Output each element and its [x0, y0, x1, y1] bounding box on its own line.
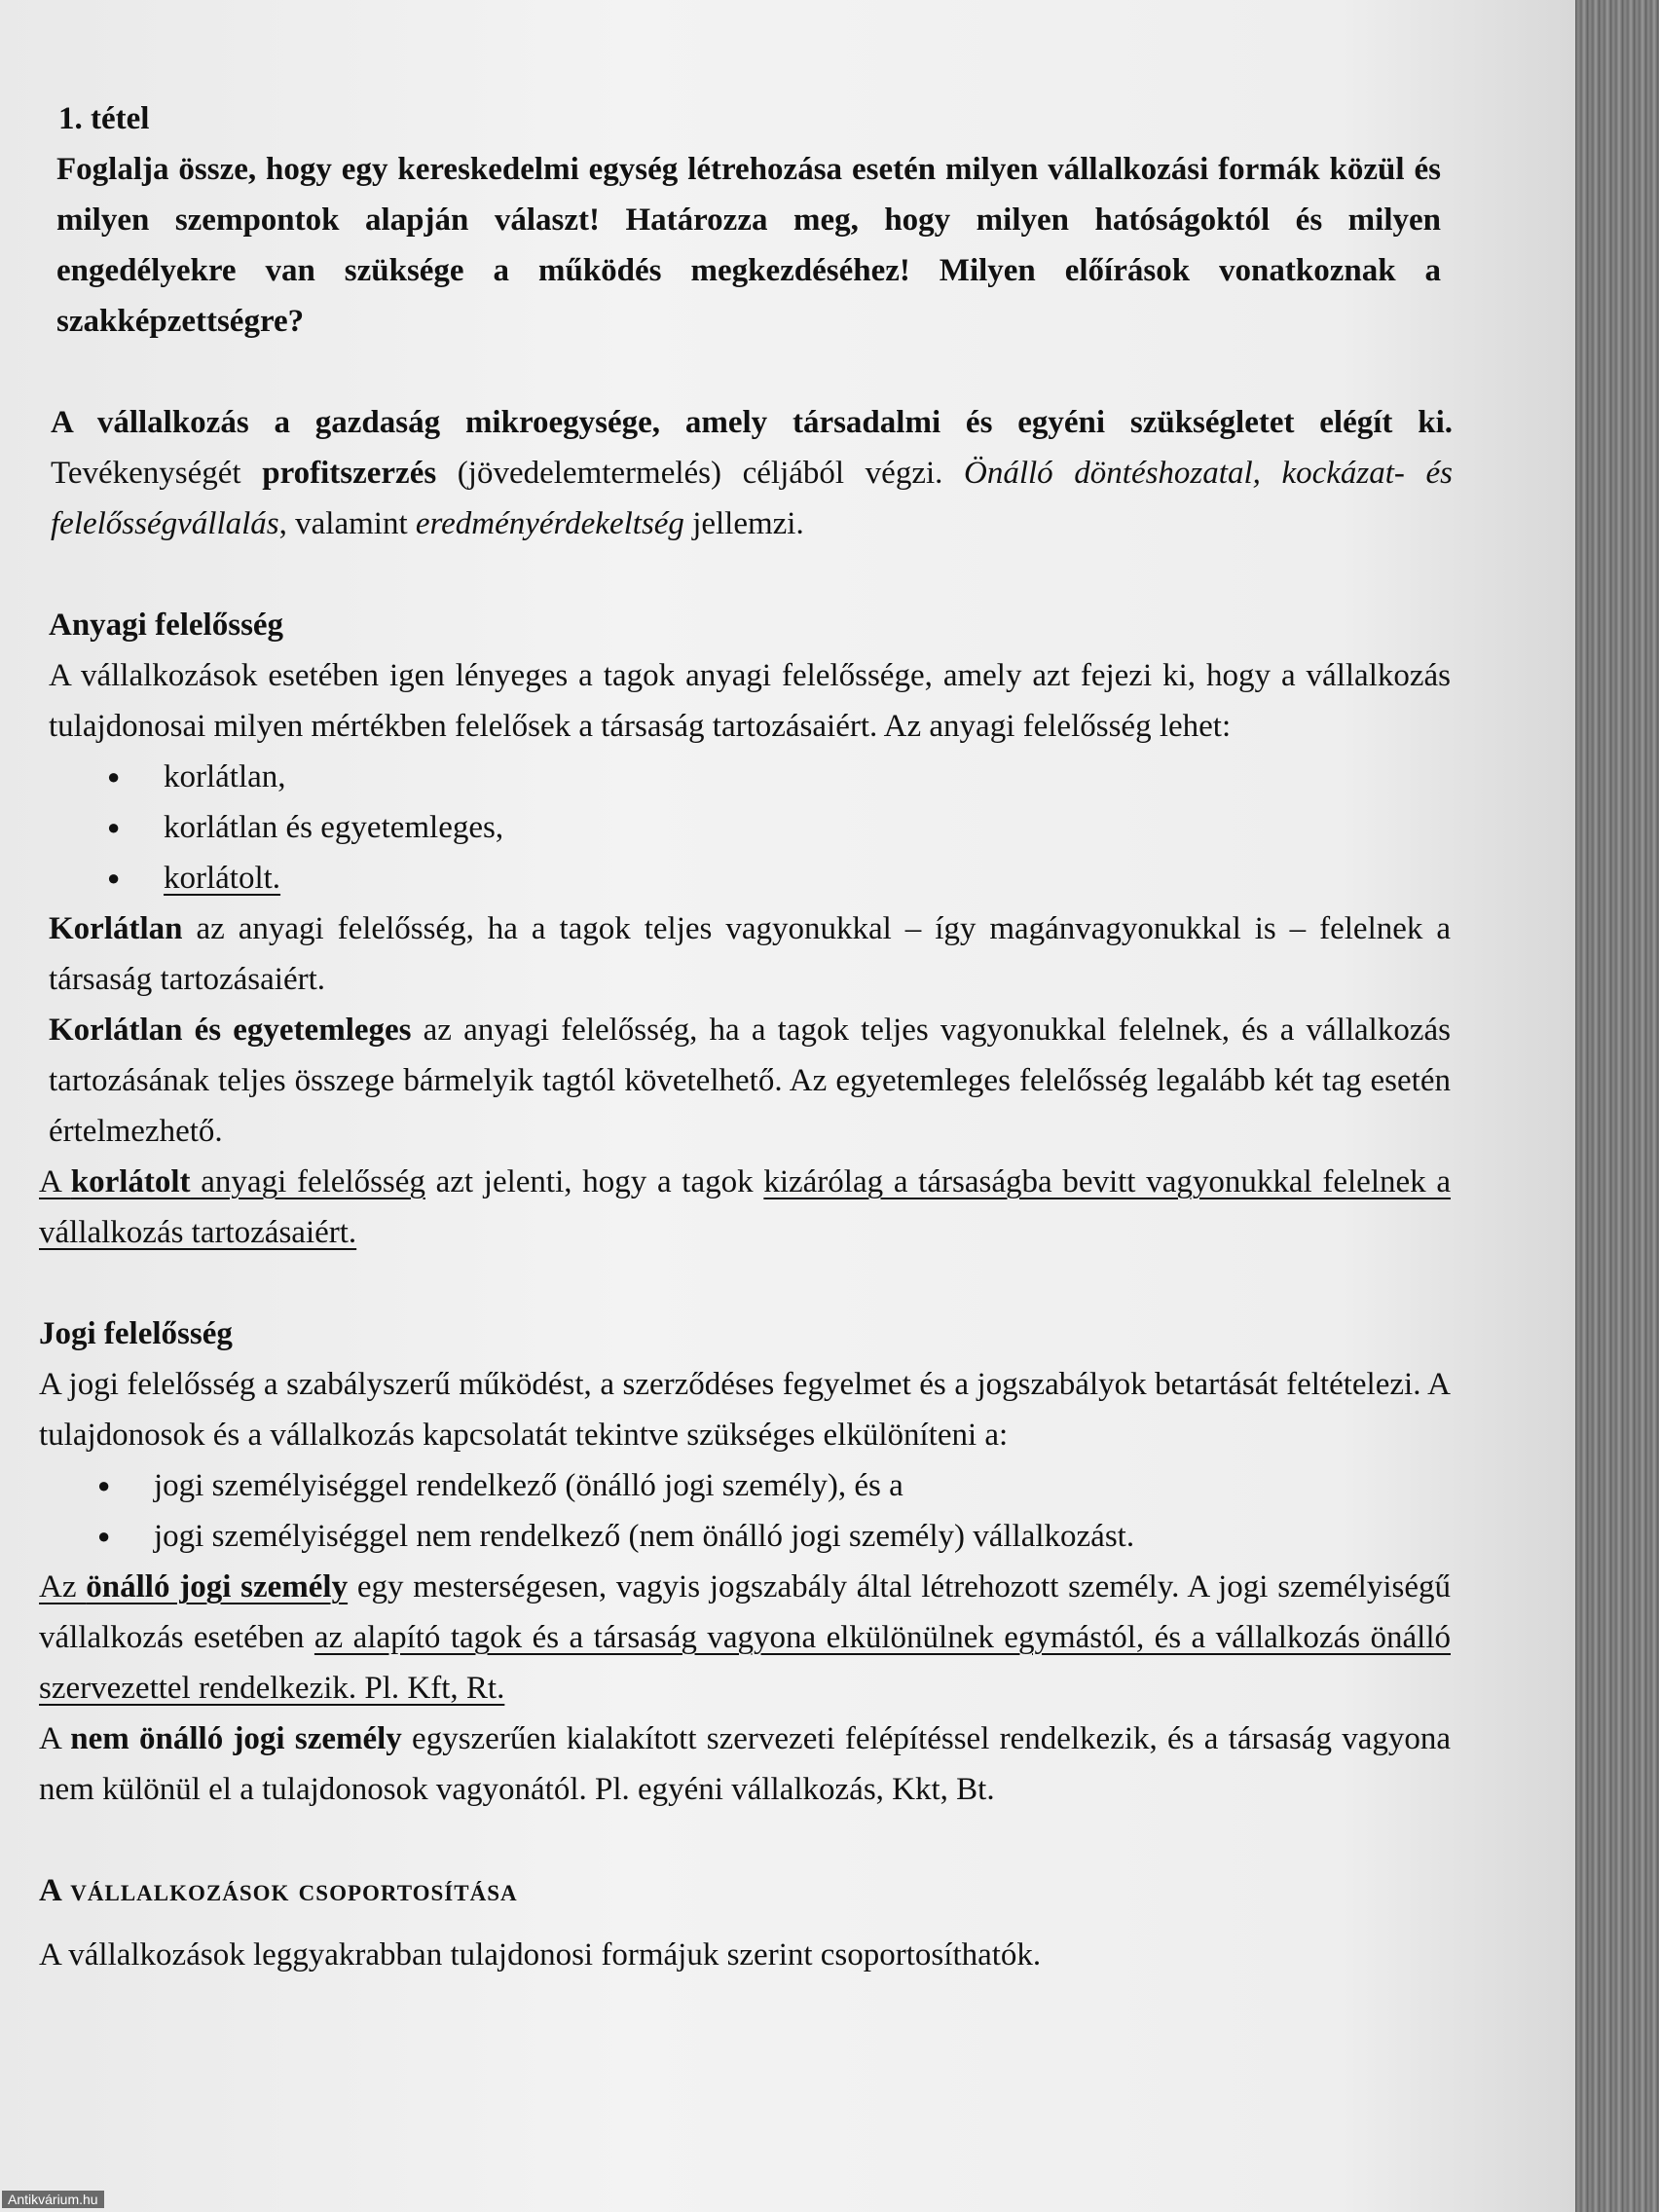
intro-bold: A vállalkozás a gazdaság mikroegysége, amely társadalmi és egyéni szükségletet elégít ki. [51, 405, 1453, 440]
anyagi-korlatolt [39, 1157, 1451, 1258]
korlatlan-text: az anyagi felelősség, ha a tagok teljes vagyonukkal – így magánvagyonukkal is – felelnek a társaság tartozásaiért. [49, 911, 1451, 997]
csoportositas-text: A vállalkozások leggyakrabban tulajdonosi formájuk szerint csoportosíthatók. [39, 1937, 1042, 1972]
anyagi-egyetemleges [49, 1005, 1451, 1157]
list-item: ● jogi személyiséggel rendelkező (önálló jogi személy), és a [39, 1460, 1451, 1511]
nem-onallo-a: A [39, 1721, 71, 1756]
egyetemleges-term: Korlátlan és egyetemleges [49, 1013, 412, 1048]
onallo-c: az alapító tagok és a társaság vagyona elkülönülnek egymástól, és a vállalkozás önálló szervezettel rendelkezik. Pl. Kft, Rt. [39, 1620, 1451, 1706]
egyetemleges-text: az anyagi felelősség, ha a tagok teljes vagyonukkal felelnek, és a vállalkozás tartozásának teljes összege bármelyik tagtól követelhető. Az egyetemleges felelősség legalább két tag esetén értelmezhető. [49, 1013, 1451, 1149]
korlatolt-term: korlátolt [70, 1164, 191, 1199]
intro-paragraph [51, 397, 1453, 549]
list-item: ● jogi személyiséggel nem rendelkező (nem önálló jogi személy) vállalkozást. [39, 1511, 1451, 1562]
intro-bold-2: profitszerzés [262, 456, 437, 491]
anyagi-bullet-list [49, 752, 1451, 903]
jogi-nem-onallo [39, 1714, 1451, 1815]
list-item: ● korlátlan és egyetemleges, [49, 802, 1451, 853]
onallo-term: önálló jogi személy [86, 1569, 349, 1604]
jogi-onallo [39, 1562, 1451, 1714]
nem-onallo-b: egyszerűen kialakított szervezeti felépítéssel rendelkezik, és a társaság vagyona nem különül el a tulajdonosok vagyonától. Pl. egyéni vállalkozás, Kkt, Bt. [39, 1721, 1451, 1807]
korlatolt-c: azt jelenti, hogy a tagok [424, 1164, 764, 1199]
intro-text-3: , valamint [278, 506, 416, 541]
heading-jogi: Jogi felelősség [39, 1316, 233, 1351]
section-anyagi [39, 600, 1451, 1258]
list-item: ● korlátlan, [49, 752, 1451, 802]
watermark-label: Antikvárium.hu [2, 2191, 104, 2208]
heading-anyagi: Anyagi felelősség [49, 608, 284, 643]
jogi-bullet-list [39, 1460, 1451, 1562]
intro-text-2: (jövedelemtermelés) céljából végzi. [436, 456, 964, 491]
intro-text-4: jellemzi. [683, 506, 804, 541]
intro-italic-1: Önálló döntéshozatal, kockázat- és felelősségvállalás [51, 456, 1454, 541]
anyagi-text: A vállalkozások esetében igen lényeges a tagok anyagi felelőssége, amely azt fejezi ki, hogy a vállalkozás tulajdonosai milyen mértékben felelősek a társaság tartozásaiért. Az anyagi felelősség lehet: [49, 658, 1451, 744]
korlatolt-b: anyagi felelősség [190, 1164, 425, 1199]
onallo-b: egy mesterségesen, vagyis jogszabály által létrehozott személy. A jogi személyiségű vállalkozás esetében [39, 1569, 1451, 1655]
heading-csoportositas: A vállalkozások csoportosítása [39, 1873, 518, 1908]
nem-onallo-term: nem önálló jogi személy [70, 1721, 402, 1756]
anyagi-korlatlan [49, 903, 1451, 1005]
korlatlan-term: Korlátlan [49, 911, 183, 946]
onallo-a: Az [39, 1569, 87, 1604]
question-text: Foglalja össze, hogy egy kereskedelmi egység létrehozása esetén milyen vállalkozási formák közül és milyen szempontok alapján választ! Határozza meg, hogy milyen hatóságoktól és milyen engedélyekre van szüksége a működés megkezdéséhez! Milyen előírások vonatkoznak a szakképzettségre? [56, 152, 1441, 339]
intro-text-1: Tevékenységét [51, 456, 263, 491]
book-page-edge [1575, 0, 1659, 2212]
intro-italic-2: eredményérdekeltség [415, 506, 684, 541]
page-content [39, 93, 1456, 1980]
korlatolt-a: A [39, 1164, 71, 1199]
section-jogi [39, 1309, 1451, 1980]
jogi-text: A jogi felelősség a szabályszerű működést, a szerződéses fegyelmet és a jogszabályok betartását feltételezi. A tulajdonosok és a vállalkozás kapcsolatát tekintve szükséges elkülöníteni a: [39, 1367, 1451, 1453]
question-number: 1. tétel [58, 101, 150, 136]
list-item: ● korlátolt. [49, 853, 1451, 903]
korlatolt-d: kizárólag a társaságba bevitt vagyonukkal felelnek a vállalkozás tartozásaiért. [39, 1164, 1451, 1250]
